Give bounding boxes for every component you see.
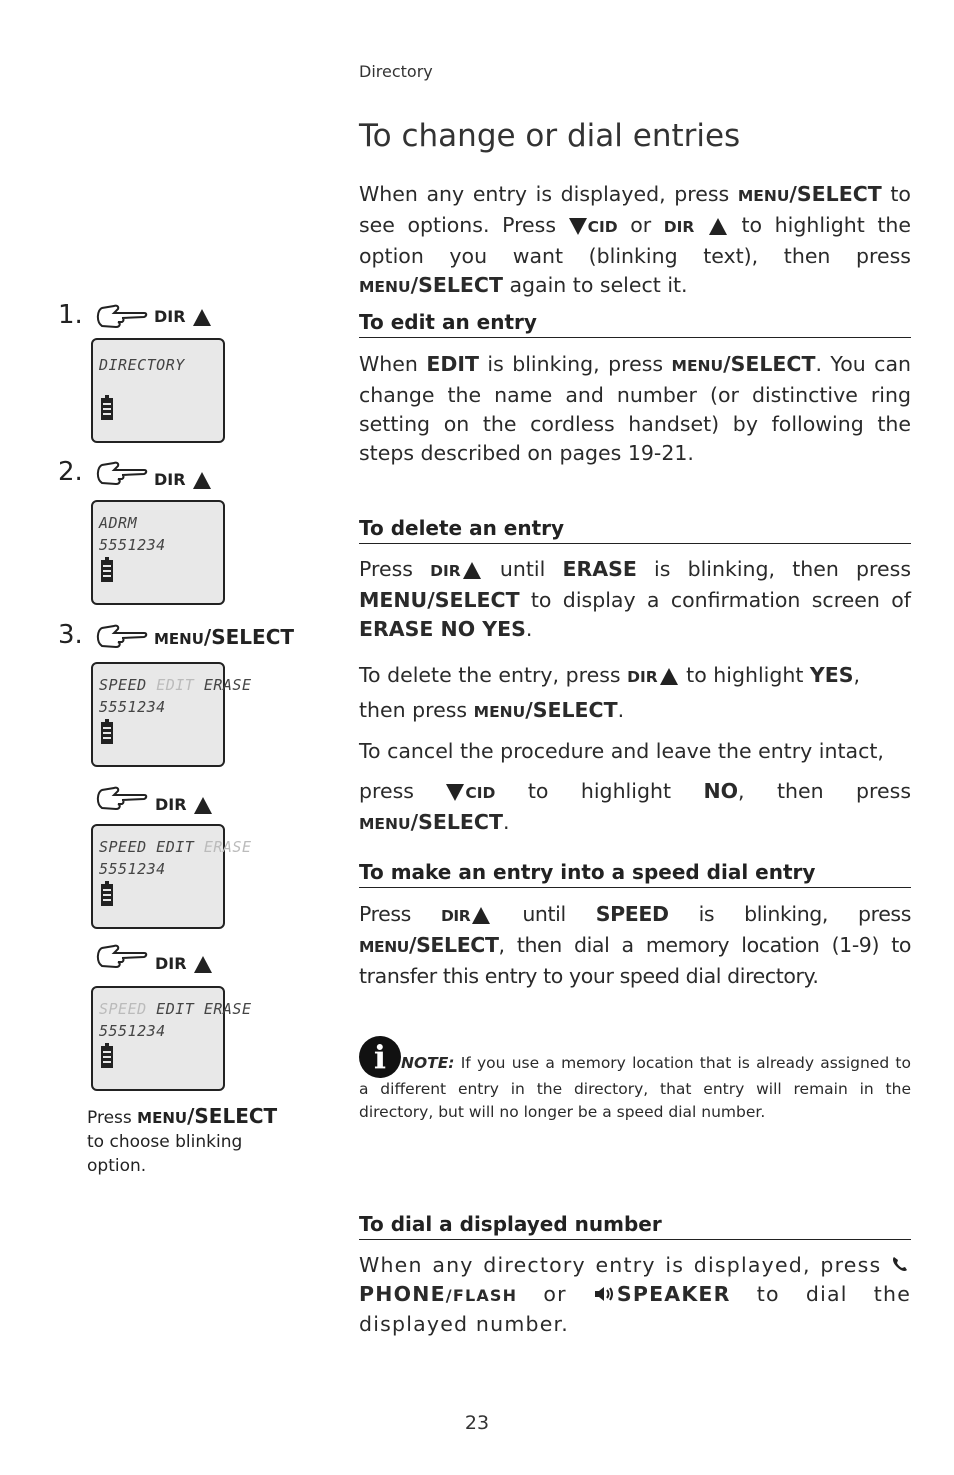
battery-icon [101,398,113,420]
dir-key-label: DIR [154,470,213,489]
up-arrow-icon [194,956,212,973]
battery-icon [101,884,113,906]
step-2 [58,457,83,487]
up-arrow-icon [194,797,212,814]
edit-paragraph: When EDIT is blinking, press MENU/SELECT. You can change the name and number (or distinctive ring setting on the cordless handset) by following the steps described on pages 19-21. [359,352,911,465]
lcd-line-2: 5551234 [99,860,166,878]
lcd-line-1: ADRM [99,514,138,532]
step-1 [58,300,83,330]
edit-heading: To edit an entry [359,310,911,338]
battery-icon [101,560,113,582]
delete-paragraph-4: To cancel the procedure and leave the entry intact, [359,739,884,763]
note-label: NOTE: [401,1054,455,1072]
page-title: To change or dial entries [359,118,741,154]
lcd-screen-1 [91,338,225,443]
lcd-line-1: SPEED EDIT ERASE [99,1000,252,1018]
pointing-hand-icon [94,786,148,812]
down-arrow-icon [446,784,464,801]
up-arrow-icon [193,309,211,326]
delete-block [359,555,911,644]
lcd-screen-5 [91,986,252,1091]
intro-paragraph: When any entry is displayed, press MENU/SELECT to see options. Press CID or DIR to highlight the option you want (blinking text), then press MENU/SELECT again to select it. [359,182,911,297]
speed-block [359,900,911,991]
delete-paragraph-5: press CID to highlight NO, then press MENU/SELECT. [359,779,912,834]
dir-key-label: DIR [155,954,214,973]
battery-icon [101,722,113,744]
pointing-hand-icon [94,461,148,487]
speed-heading: To make an entry into a speed dial entry [359,860,911,888]
battery-icon [101,1046,113,1068]
lcd-line-1: DIRECTORY [99,356,185,374]
dial-heading: To dial a displayed number [359,1212,911,1240]
lcd-line-2: 5551234 [99,536,166,554]
down-arrow-icon [569,218,587,235]
step-2-number: 2. [58,457,83,487]
steps-caption: Press MENU/SELECT to choose blinking option. [87,1104,278,1176]
intro-block [359,180,911,302]
lcd-line-1: SPEED EDIT ERASE [99,838,252,856]
note-text: If you use a memory location that is already assigned to a different entry in the directory, that entry will remain in the directory, but will no longer be a speed dial number. [359,1054,911,1121]
dir-key-label: DIR [155,795,214,814]
step-1-number: 1. [58,300,83,330]
up-arrow-icon [660,668,678,685]
step-3 [58,620,83,650]
lcd-line-1: SPEED EDIT ERASE [99,676,252,694]
up-arrow-icon [463,562,481,579]
pointing-hand-icon [94,944,148,970]
speed-paragraph: Press DIR until SPEED is blinking, press MENU/SELECT, then dial a memory location (1-9) to transfer this entry to your speed dial directory. [359,902,911,988]
lcd-line-2: 5551234 [99,1022,166,1040]
dir-key-label: DIR [154,307,213,326]
dial-block [359,1251,911,1339]
pointing-hand-icon [94,304,148,330]
delete-heading: To delete an entry [359,516,911,544]
speaker-icon [593,1285,617,1303]
lcd-screen-4 [91,824,252,929]
phone-icon [891,1255,911,1273]
lcd-line-2: 5551234 [99,698,166,716]
menu-select-key-label: MENU/SELECT [154,625,295,649]
edit-block [359,350,911,468]
up-arrow-icon [709,218,727,235]
step-3-number: 3. [58,620,83,650]
page-number: 23 [464,1412,490,1434]
delete-paragraph-1: Press DIR until ERASE is blinking, then press MENU/SELECT to display a confirmation screen of ERASE NO YES. [359,557,911,641]
up-arrow-icon [193,472,211,489]
section-header: Directory [359,62,433,81]
delete-paragraph-2: To delete the entry, press DIR to highlight YES, [359,663,861,687]
up-arrow-icon [472,907,490,924]
dial-paragraph: When any directory entry is displayed, press PHONE/FLASH or SPEAKER to dial the displayed number. [359,1253,912,1336]
info-icon: i [359,1036,401,1078]
lcd-screen-2 [91,500,225,605]
note-block [359,1036,911,1124]
delete-paragraph-3: then press MENU/SELECT. [359,698,625,722]
lcd-screen-3 [91,662,252,767]
pointing-hand-icon [94,624,148,650]
